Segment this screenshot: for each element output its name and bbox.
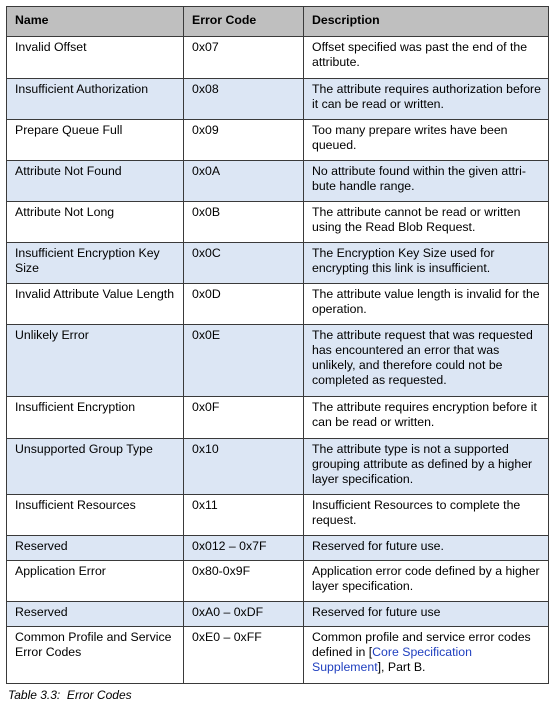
table-row	[7, 602, 549, 627]
cell-description: Application error code defined by a higher layer specification.	[304, 561, 549, 602]
cell-name: Unsupported Group Type	[7, 439, 184, 495]
cell-description: Insufficient Resources to complete the request.	[304, 495, 549, 536]
table-row	[7, 120, 549, 161]
table-row	[7, 397, 549, 439]
cell-code: 0x0C	[184, 243, 304, 284]
cell-name: Insufficient Authorization	[7, 79, 184, 120]
cell-description: The attribute value length is invalid for the operation.	[304, 284, 549, 325]
cell-description: No attribute found within the given attri-bute handle range.	[304, 161, 549, 202]
cell-code: 0x0F	[184, 397, 304, 439]
cell-name: Insufficient Resources	[7, 495, 184, 536]
cell-code: 0x07	[184, 37, 304, 79]
cell-description: The attribute type is not a supported grouping attribute as defined by a higher layer specification.	[304, 439, 549, 495]
cell-description: The attribute requires authorization before it can be read or written.	[304, 79, 549, 120]
cell-code: 0xE0 – 0xFF	[184, 627, 304, 684]
cell-description: Reserved for future use.	[304, 536, 549, 561]
cell-code: 0x012 – 0x7F	[184, 536, 304, 561]
cell-code: 0x09	[184, 120, 304, 161]
description-text-after-link: ], Part B.	[377, 660, 426, 674]
table-row	[7, 439, 549, 495]
table-header-row	[7, 7, 549, 37]
cell-code: 0x0E	[184, 325, 304, 397]
cell-code: 0x0D	[184, 284, 304, 325]
cell-code: 0x11	[184, 495, 304, 536]
cell-description	[304, 627, 549, 684]
cell-name: Invalid Offset	[7, 37, 184, 79]
cell-name: Attribute Not Found	[7, 161, 184, 202]
description-text-before-link: Common profile and service error codes defined in [	[312, 630, 531, 659]
cell-code: 0x80-0x9F	[184, 561, 304, 602]
column-header-error-code: Error Code	[184, 7, 304, 37]
cell-description: Offset specified was past the end of the attribute.	[304, 37, 549, 79]
cell-name: Insufficient Encryption	[7, 397, 184, 439]
core-specification-supplement-link[interactable]: Core Specification Supplement	[312, 645, 472, 674]
table-row	[7, 202, 549, 243]
column-header-name: Name	[7, 7, 184, 37]
table-row	[7, 536, 549, 561]
cell-description: Reserved for future use	[304, 602, 549, 627]
cell-name: Common Profile and Service Error Codes	[7, 627, 184, 684]
cell-name: Insufficient Encryption Key Size	[7, 243, 184, 284]
error-codes-table	[6, 6, 549, 684]
table-row	[7, 37, 549, 79]
cell-description: The Encryption Key Size used for encrypting this link is insufficient.	[304, 243, 549, 284]
cell-name: Prepare Queue Full	[7, 120, 184, 161]
table-caption: Table 3.3: Error Codes	[8, 688, 132, 702]
cell-description: Too many prepare writes have been queued.	[304, 120, 549, 161]
cell-code: 0x0A	[184, 161, 304, 202]
table-row	[7, 284, 549, 325]
cell-code: 0xA0 – 0xDF	[184, 602, 304, 627]
cell-name: Attribute Not Long	[7, 202, 184, 243]
table-row	[7, 325, 549, 397]
table-row	[7, 161, 549, 202]
cell-description: The attribute request that was requested has encountered an error that was unlikely, and therefore could not be completed as requested.	[304, 325, 549, 397]
table-row	[7, 627, 549, 684]
column-header-description: Description	[304, 7, 549, 37]
cell-name: Reserved	[7, 536, 184, 561]
table-row	[7, 243, 549, 284]
table-row	[7, 561, 549, 602]
table-row	[7, 495, 549, 536]
cell-description: The attribute cannot be read or written using the Read Blob Request.	[304, 202, 549, 243]
table-row	[7, 79, 549, 120]
cell-name: Invalid Attribute Value Length	[7, 284, 184, 325]
cell-code: 0x08	[184, 79, 304, 120]
cell-code: 0x10	[184, 439, 304, 495]
cell-name: Application Error	[7, 561, 184, 602]
cell-name: Unlikely Error	[7, 325, 184, 397]
cell-description: The attribute requires encryption before it can be read or written.	[304, 397, 549, 439]
cell-name: Reserved	[7, 602, 184, 627]
cell-code: 0x0B	[184, 202, 304, 243]
